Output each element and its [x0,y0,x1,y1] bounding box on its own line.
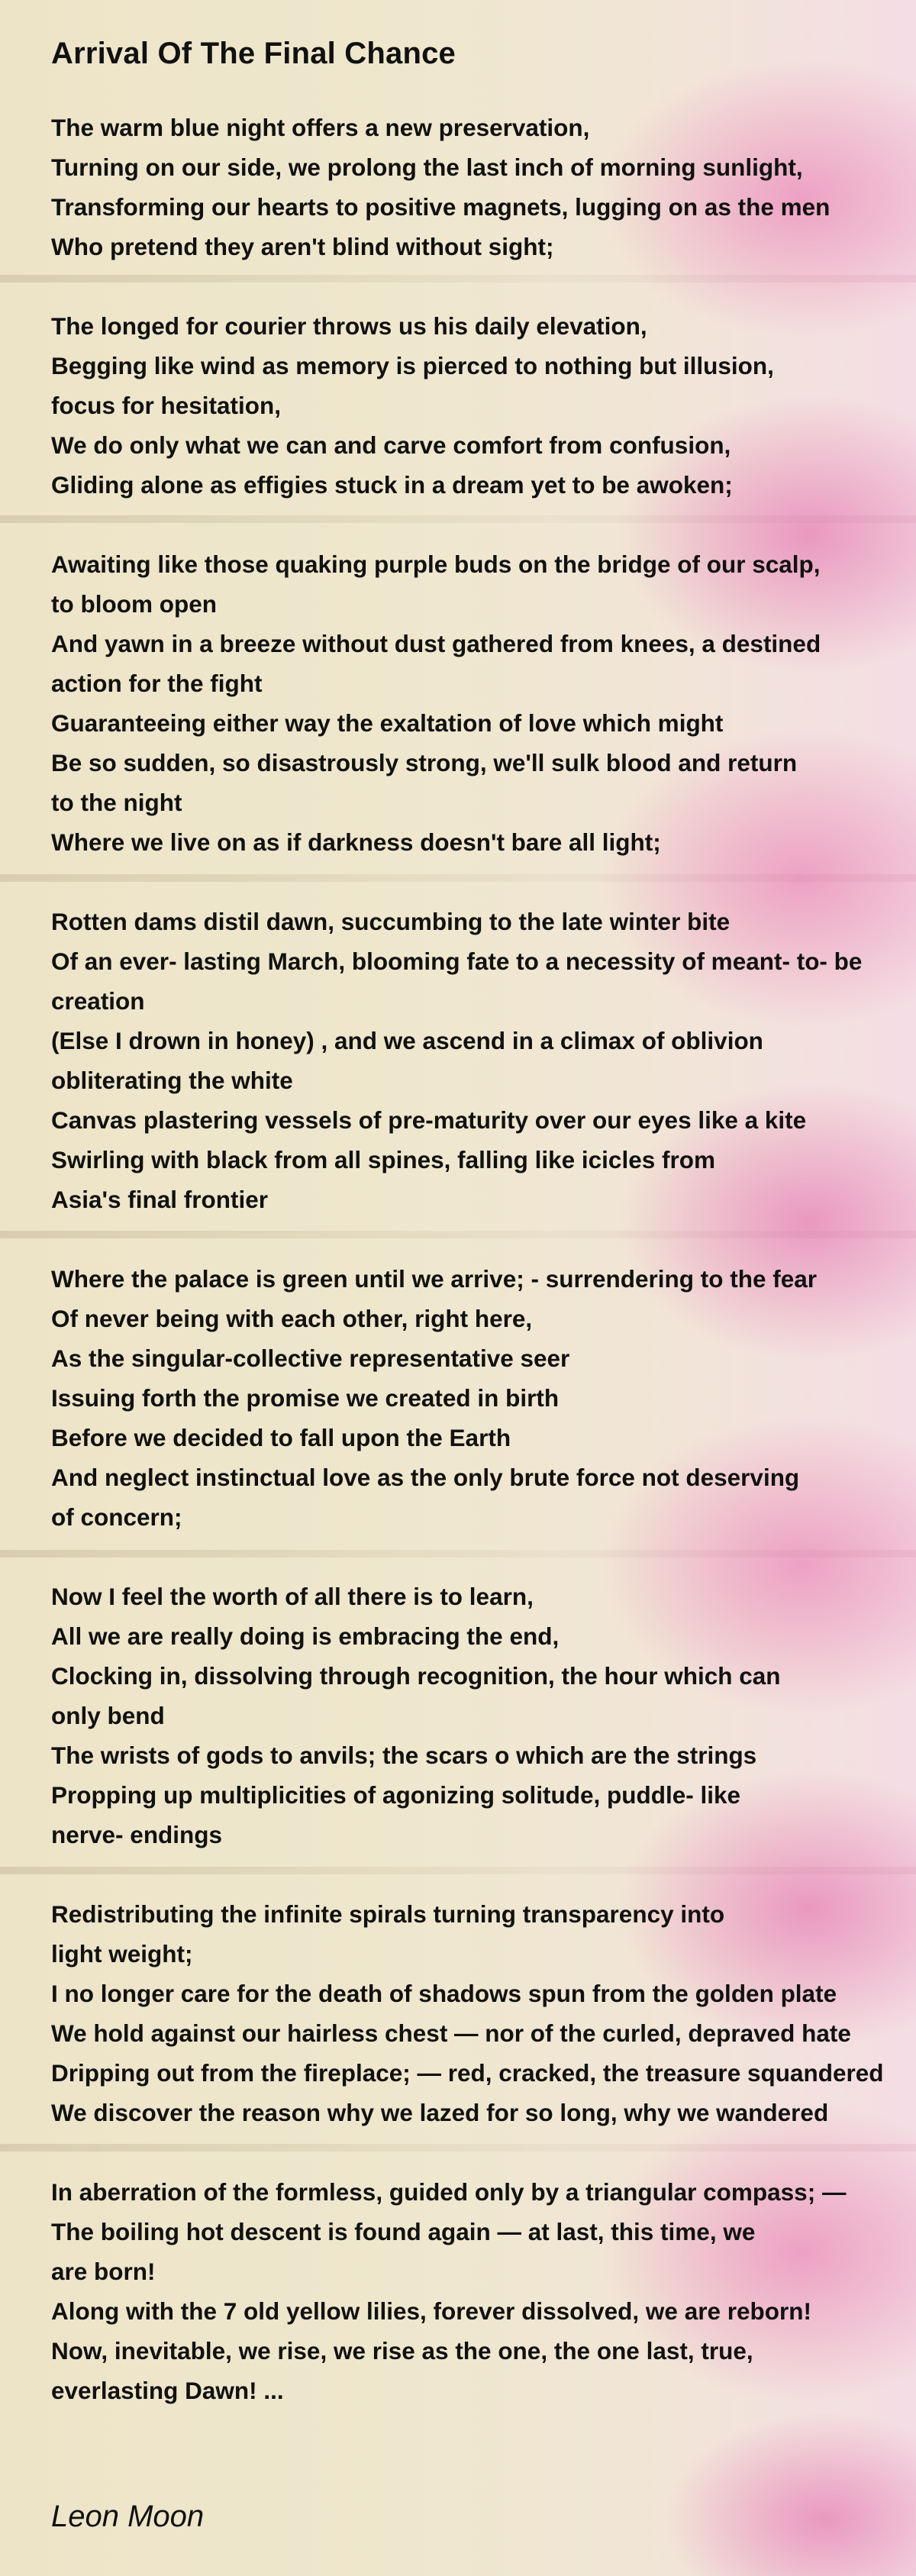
poem-line: action for the fight [51,670,263,697]
poem-line: All we are really doing is embracing the end, [51,1622,560,1650]
poem-line: Clocking in, dissolving through recognition, the hour which can [51,1662,781,1690]
poem-line: obliterating the white [51,1067,293,1094]
poem-line: Along with the 7 old yellow lilies, forever dissolved, we are reborn! [51,2297,811,2325]
poem-body [51,37,898,2410]
poem-line: Asia's final frontier [51,1186,269,1213]
poem-line: Of never being with each other, right here, [51,1305,533,1332]
poem-author: Leon Moon [51,2500,205,2533]
poem-line: Guaranteeing either way the exaltation of love which might [51,709,724,737]
stanza [51,306,898,505]
poem-line: Gliding alone as effigies stuck in a dream yet to be awoken; [51,471,733,499]
stanza [51,902,898,1219]
poem-line: And yawn in a breeze without dust gathered from knees, a destined [51,630,821,657]
stanza [51,1577,898,1855]
stanza [51,1894,898,2132]
poem-line: light weight; [51,1940,193,1968]
poem-line: Of an ever- lasting March, blooming fate to a necessity of meant- to- be [51,947,863,975]
poem-title: Arrival Of The Final Chance [51,37,456,70]
poem-line: Who pretend they aren't blind without sight; [51,233,554,260]
poem-line: Awaiting like those quaking purple buds on the bridge of our scalp, [51,550,821,578]
poem-line: Where the palace is green until we arrive; - surrendering to the fear [51,1265,818,1293]
poem-line: Now, inevitable, we rise, we rise as the one, the one last, true, [51,2337,753,2365]
poem-line: Before we decided to fall upon the Earth [51,1424,511,1451]
poem-line: Rotten dams distil dawn, succumbing to the late winter bite [51,908,731,935]
poem-line: focus for hesitation, [51,392,282,419]
poem-line: to bloom open [51,590,217,618]
poem-line: In aberration of the formless, guided only by a triangular compass; — [51,2178,847,2206]
poem-line: The wrists of gods to anvils; the scars o which are the strings [51,1742,757,1769]
poem-line: creation [51,987,145,1015]
poem-line: As the singular-collective representative seer [51,1344,570,1372]
poem-line: And neglect instinctual love as the only brute force not deserving [51,1464,800,1491]
poem-line: We discover the reason why we lazed for so long, why we wandered [51,2099,829,2126]
poem-line: The warm blue night offers a new preservation, [51,114,590,141]
poem-line: I no longer care for the death of shadows spun from the golden plate [51,1980,837,2007]
poem-line: Dripping out from the fireplace; — red, cracked, the treasure squandered [51,2059,884,2087]
poem-line: nerve- endings [51,1821,223,1848]
poem-line: Redistributing the infinite spirals turning transparency into [51,1900,725,1928]
poem-line: only bend [51,1702,165,1729]
poem-line: to the night [51,789,182,816]
poem-line: (Else I drown in honey) , and we ascend in a climax of oblivion [51,1027,763,1054]
stanza [51,2172,898,2410]
poem-line: Be so sudden, so disastrously strong, we'll sulk blood and return [51,749,798,776]
stanza [51,544,898,862]
poem-line: Issuing forth the promise we created in birth [51,1384,560,1412]
poem-line: Where we live on as if darkness doesn't bare all light; [51,828,661,856]
stanza [51,1259,898,1537]
poem-line: everlasting Dawn! ... [51,2377,284,2404]
poem-line: The boiling hot descent is found again — at last, this time, we [51,2218,756,2245]
stanza [51,108,898,266]
poem-line: are born! [51,2258,156,2285]
poem-line: Begging like wind as memory is pierced to nothing but illusion, [51,352,774,379]
poem-line: We do only what we can and carve comfort from confusion, [51,431,731,459]
poem-line: Transforming our hearts to positive magnets, lugging on as the men [51,193,831,221]
poem-line: We hold against our hairless chest — nor of the curled, depraved hate [51,2019,851,2047]
poem-line: Turning on our side, we prolong the last inch of morning sunlight, [51,153,803,181]
poem-line: Swirling with black from all spines, falling like icicles from [51,1146,715,1173]
poem-line: Now I feel the worth of all there is to learn, [51,1583,534,1610]
poem-line: Propping up multiplicities of agonizing solitude, puddle- like [51,1781,740,1809]
poem-line: The longed for courier throws us his daily elevation, [51,312,647,340]
poem-line: Canvas plastering vessels of pre-maturity over our eyes like a kite [51,1106,807,1134]
poem-line: of concern; [51,1503,182,1531]
